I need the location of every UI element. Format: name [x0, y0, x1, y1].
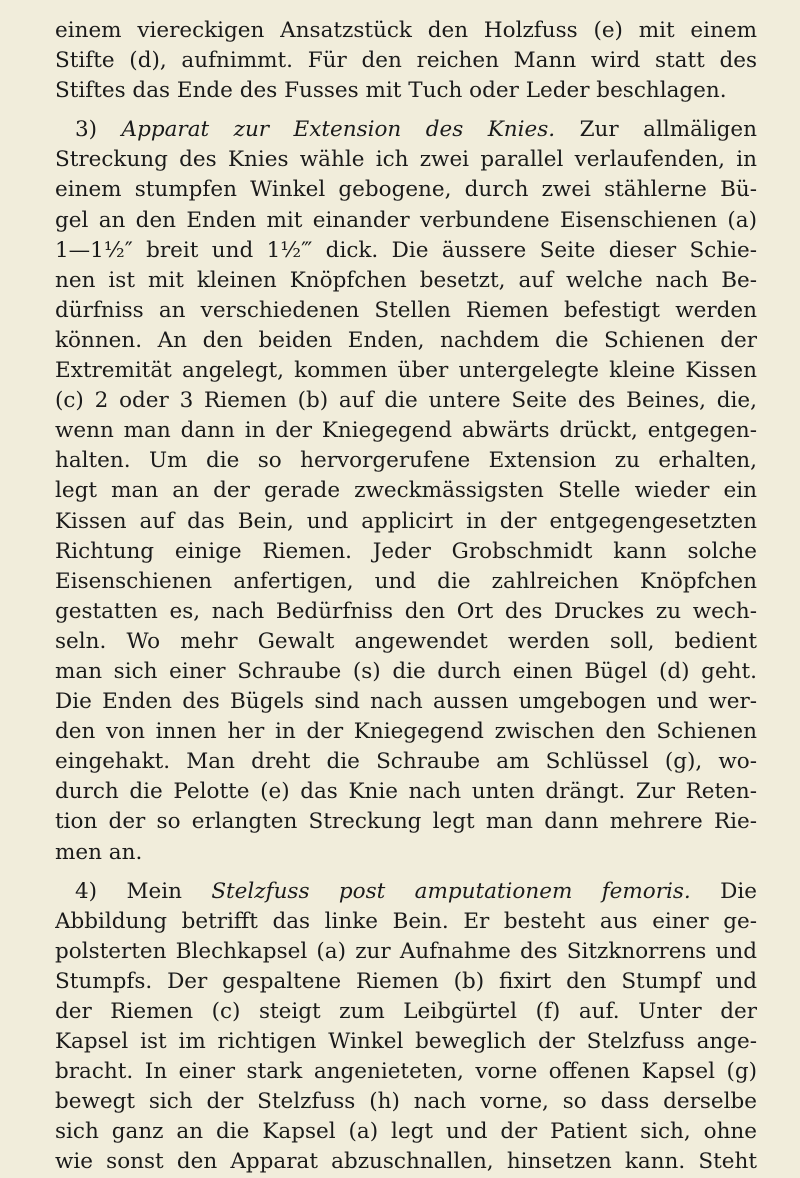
- text-line: einem stumpfen Winkel gebogene, durch zwei stählerne Bü-: [55, 177, 757, 203]
- text-line: Stifte (d), aufnimmt. Für den reichen Mann wird statt des: [55, 48, 757, 74]
- text-line: eingehakt. Man dreht die Schraube am Schlüssel (g), wo-: [55, 749, 757, 775]
- text-line: Kapsel ist im richtigen Winkel beweglich der Stelzfuss ange-: [55, 1029, 757, 1055]
- text-line: gestatten es, nach Bedürfniss den Ort des Druckes zu wech-: [55, 598, 757, 624]
- text-line: (c) 2 oder 3 Riemen (b) auf die untere Seite des Beines, die,: [55, 388, 757, 414]
- text-line: Kissen auf das Bein, und applicirt in der entgegengesetzten: [55, 508, 757, 534]
- paragraph-1: [55, 16, 757, 106]
- text-line: dürfniss an verschiedenen Stellen Riemen befestigt werden: [55, 297, 757, 323]
- text-line: gel an den Enden mit einander verbundene Eisenschienen (a): [55, 207, 757, 233]
- text-line: Eisenschienen anfertigen, und die zahlreichen Knöpfchen: [55, 568, 757, 594]
- text-line: Streckung des Knies wähle ich zwei parallel verlaufenden, in: [55, 147, 757, 173]
- text-line: den von innen her in der Kniegegend zwischen den Schienen: [55, 719, 757, 745]
- text-line: Abbildung betrifft das linke Bein. Er besteht aus einer ge-: [55, 908, 757, 934]
- text-line: bewegt sich der Stelzfuss (h) nach vorne, so dass derselbe: [55, 1089, 757, 1115]
- text-line: Richtung einige Riemen. Jeder Grobschmidt kann solche: [55, 538, 757, 564]
- section-heading: Stelzfuss post amputationem femoris.: [211, 878, 691, 904]
- text-line: sich ganz an die Kapsel (a) legt und der Patient sich, ohne: [55, 1119, 757, 1145]
- text-line: Stumpfs. Der gespaltene Riemen (b) fixirt den Stumpf und: [55, 968, 757, 994]
- text-line-with-heading: 3) Apparat zur Extension des Knies. Zur allmäligen: [75, 117, 757, 143]
- text-line: Die Enden des Bügels sind nach aussen umgebogen und wer-: [55, 689, 757, 715]
- paragraph-2: [55, 115, 757, 867]
- text-line: 1—1½″ breit und 1½‴ dick. Die äussere Seite dieser Schie-: [55, 237, 757, 263]
- text-line: wie sonst den Apparat abzuschnallen, hinsetzen kann. Steht: [55, 1149, 757, 1175]
- text-line: wenn man dann in der Kniegegend abwärts drückt, entgegen-: [55, 418, 757, 444]
- page-text: [55, 16, 757, 1178]
- text-line: halten. Um die so hervorgerufene Extension zu erhalten,: [55, 448, 757, 474]
- text-line: legt man an der gerade zweckmässigsten Stelle wieder ein: [55, 478, 757, 504]
- text-line: einem viereckigen Ansatzstück den Holzfuss (e) mit einem: [55, 18, 757, 43]
- section-heading: Apparat zur Extension des Knies.: [121, 117, 556, 143]
- text-line: seln. Wo mehr Gewalt angewendet werden soll, bedient: [55, 628, 757, 654]
- text-line: bracht. In einer stark angenieteten, vorne offenen Kapsel (g): [55, 1059, 757, 1085]
- text-line: nen ist mit kleinen Knöpfchen besetzt, auf welche nach Be-: [55, 267, 757, 293]
- text-line: Stiftes das Ende des Fusses mit Tuch oder Leder beschlagen.: [55, 78, 727, 104]
- text-line: men an.: [55, 839, 143, 865]
- text-line-with-heading: 4) Mein Stelzfuss post amputationem femoris. Die: [75, 878, 757, 904]
- text-line: man sich einer Schraube (s) die durch einen Bügel (d) geht.: [55, 658, 757, 684]
- text-line: Extremität angelegt, kommen über untergelegte kleine Kissen: [55, 358, 757, 384]
- text-line: der Riemen (c) steigt zum Leibgürtel (f) auf. Unter der: [55, 999, 757, 1024]
- text-line: polsterten Blechkapsel (a) zur Aufnahme des Sitzknorrens und: [55, 938, 757, 964]
- paragraph-3: [55, 877, 757, 1178]
- text-line: durch die Pelotte (e) das Knie nach unten drängt. Zur Reten-: [55, 779, 757, 805]
- text-line: können. An den beiden Enden, nachdem die Schienen der: [55, 327, 757, 353]
- text-line: tion der so erlangten Streckung legt man dann mehrere Rie-: [55, 809, 757, 835]
